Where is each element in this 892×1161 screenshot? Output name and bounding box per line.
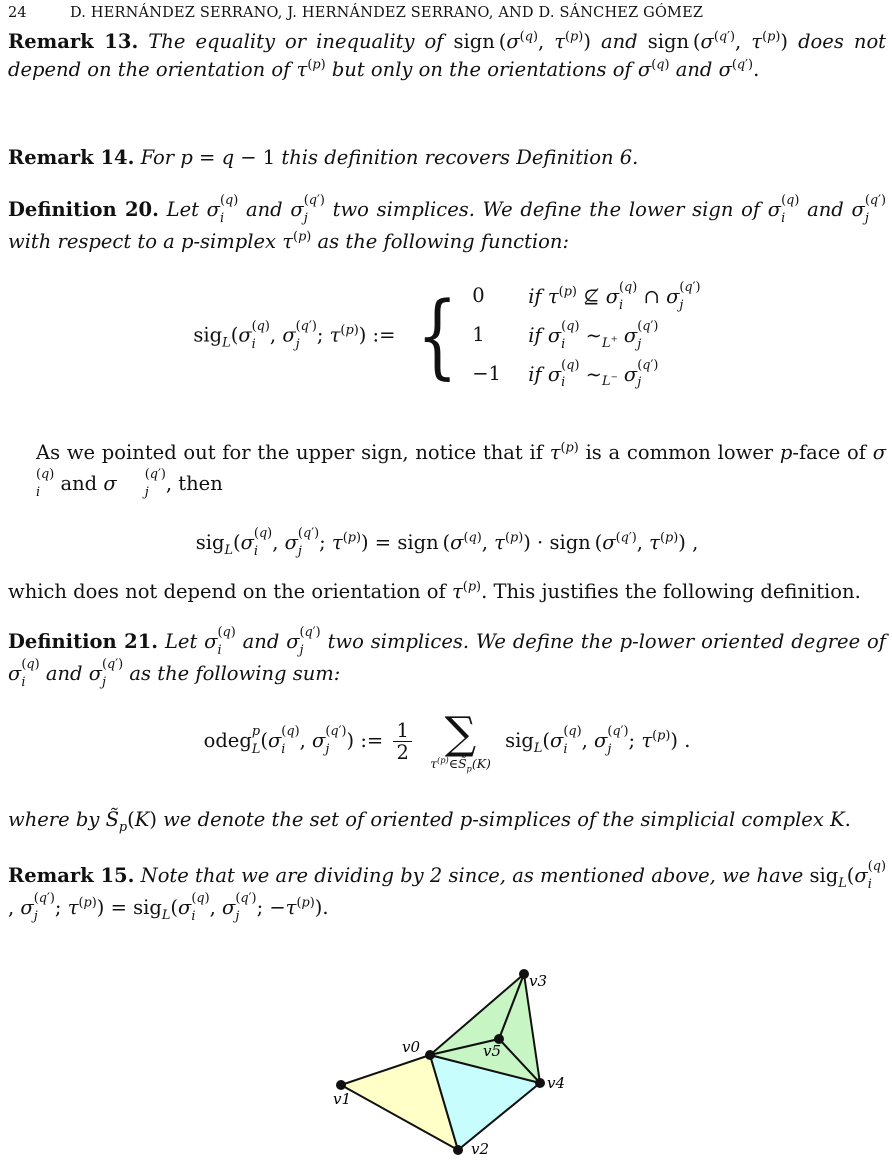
- label-v0: v0: [402, 1038, 421, 1056]
- remark-14: Remark 14. For p = q − 1 this definition recovers Definition 6.: [8, 146, 639, 169]
- definition-20-label: Definition 20.: [8, 198, 159, 221]
- equation-oriented-degree: odeg p L (σ (q) i , σ (q′) j ) := $\frac{1}{2}$ ∑ $\tau^{(p)}\in S̃_p(K)$ sig$_L$(σ (q) i , σ (q′) j ; $\tau^{(p)}$) .: [203, 708, 691, 774]
- definition-21-label: Definition 21.: [8, 630, 159, 653]
- paragraph-justification: which does not depend on the orientation of $\tau^{(p)}$. This justifies the following definition.: [8, 579, 861, 603]
- paragraph-upper-sign: As we pointed out for the upper sign, notice that if $\tau^{(p)}$ is a common lower p-face of σ (q) i and σ (q′) j , then: [36, 440, 887, 501]
- definition-20: Definition 20. Let σ (q) i and σ (q′) j two simplices. We define the lower sign of σ (q) i and σ (q′) j with respect to a p-simplex $\tau^{(p)}$ as the following function:: [8, 193, 887, 253]
- vertex-v1: [336, 1080, 346, 1090]
- remark-14-label: Remark 14.: [8, 146, 135, 169]
- remark-13-label: Remark 13.: [8, 30, 139, 53]
- label-v2: v2: [471, 1140, 490, 1158]
- equation-lower-sign: sig$_L$(σ (q) i , σ (q′) j ; $\tau^{(p)}$) := { 0 if $\tau^{(p)}$ ⊈ σ (q) i ∩ σ (q′) j 1 if σ (q) i $\sim_{L^+}$ σ (q′) j −1 if σ (q) i $\sim_{L^-}$ σ (q′) j: [193, 280, 701, 391]
- vertex-v0: [425, 1050, 435, 1060]
- vertex-v3: [519, 969, 529, 979]
- case-value-0: 0: [472, 284, 485, 307]
- case-value-1: 1: [472, 322, 485, 346]
- paragraph-set-notation: where by $S̃_p(K)$ we denote the set of oriented p-simplices of the simplicial complex K.: [8, 808, 851, 835]
- remark-13: Remark 13. The equality or inequality of sign ($\sigma^{(q)}$, $\tau^{(p)}$) and sign ($\sigma^{(q')}$, $\tau^{(p)}$) does not depend on the orientation of $\tau^{(p)}$ but only on the orientations of $\sigma^{(q)}$ and $\sigma^{(q')}$.: [8, 29, 887, 81]
- label-v3: v3: [529, 972, 548, 990]
- vertex-v4: [535, 1078, 545, 1088]
- remark-15-label: Remark 15.: [8, 864, 135, 887]
- remark-15: Remark 15. Note that we are dividing by 2 since, as mentioned above, we have sig$_L$(σ (q) i , σ (q′) j ; $\tau^{(p)}) = sig_L(\sigma$ (q) i , σ (q′) j ; $-\tau^{(p)}$).: [8, 859, 886, 924]
- label-v4: v4: [547, 1074, 566, 1092]
- page-number: 24: [8, 5, 27, 21]
- label-v1: v1: [333, 1090, 352, 1108]
- cases-block: { 0 if $\tau^{(p)}$ ⊈ σ (q) i ∩ σ (q′) j 1 if σ (q) i $\sim_{L^+}$ σ (q′) j −1 if σ (q) i $\sim_{L^-}$ σ (q′) j: [416, 280, 701, 391]
- author-line: D. HERNÁNDEZ SERRANO, J. HERNÁNDEZ SERRANO, AND D. SÁNCHEZ GÓMEZ: [70, 5, 704, 21]
- label-v5: v5: [483, 1042, 502, 1060]
- definition-21: Definition 21. Let σ (q) i and σ (q′) j two simplices. We define the p-lower oriented degree of σ (q) i and σ (q′) j as the following sum:: [8, 625, 886, 690]
- case-value-2: −1: [472, 361, 501, 385]
- equation-product-sign: sig$_L$(σ (q) i , σ (q′) j ; $\tau^{(p)}$) = sign ($\sigma^{(q)}$, $\tau^{(p)}$) · sign ($\sigma^{(q')}$, $\tau^{(p)}$) ,: [195, 526, 699, 559]
- vertex-v2: [453, 1145, 463, 1155]
